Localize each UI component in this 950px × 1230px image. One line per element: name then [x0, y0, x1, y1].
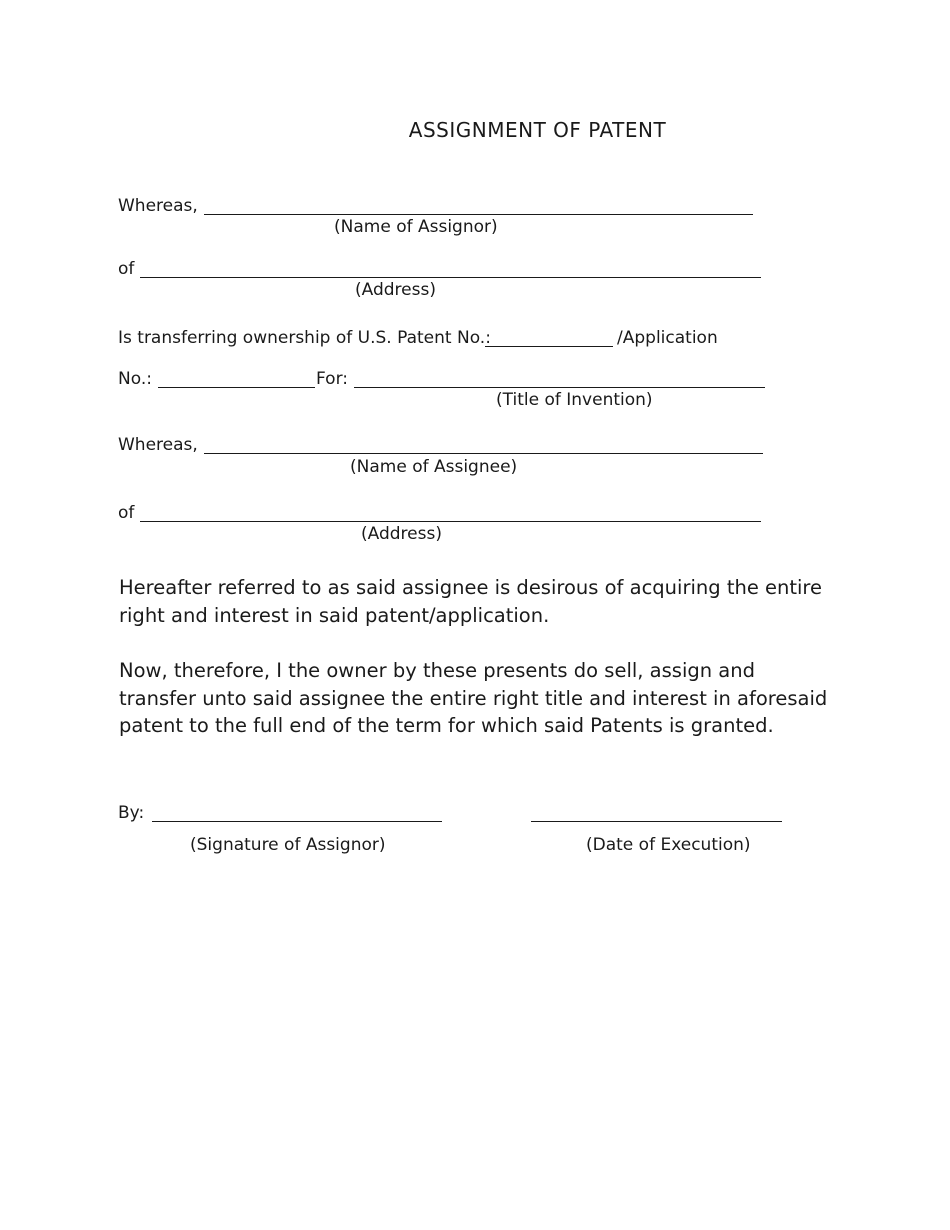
application-number-field[interactable] [158, 387, 315, 388]
assignor-name-caption: (Name of Assignor) [334, 217, 498, 237]
paragraph2-line2: transfer unto said assignee the entire right title and interest in aforesaid [119, 686, 828, 710]
invention-title-caption: (Title of Invention) [496, 390, 653, 410]
paragraph1-line1: Hereafter referred to as said assignee is desirous of acquiring the entire [119, 576, 823, 599]
invention-title-field[interactable] [354, 387, 765, 388]
for-label: For: [316, 369, 348, 389]
signature-caption: (Signature of Assignor) [190, 835, 386, 855]
assignor-address-field[interactable] [140, 277, 761, 278]
assignee-desire-paragraph [119, 574, 859, 629]
assignment-paragraph [119, 657, 859, 740]
patent-transfer-text: Is transferring ownership of U.S. Patent No.: [118, 328, 491, 348]
document-title: ASSIGNMENT OF PATENT [408, 118, 667, 142]
execution-date-caption: (Date of Execution) [586, 835, 751, 855]
assignor-whereas-label: Whereas, [118, 196, 198, 216]
signature-field[interactable] [152, 821, 442, 822]
execution-date-field[interactable] [531, 821, 782, 822]
paragraph2-line3: patent to the full end of the term for which said Patents is granted. [119, 714, 774, 737]
assignor-address-caption: (Address) [355, 280, 436, 300]
assignee-address-field[interactable] [140, 521, 761, 522]
assignee-name-caption: (Name of Assignee) [350, 457, 518, 477]
assignee-of-label: of [118, 503, 135, 523]
by-label: By: [118, 803, 145, 823]
patent-number-field[interactable] [485, 346, 613, 347]
paragraph1-line2: right and interest in said patent/application. [119, 603, 550, 627]
assignee-address-caption: (Address) [361, 524, 442, 544]
application-label: /Application [617, 328, 718, 348]
assignor-name-field[interactable] [204, 214, 753, 215]
paragraph2-line1: Now, therefore, I the owner by these presents do sell, assign and [119, 659, 755, 682]
assignee-name-field[interactable] [204, 453, 763, 454]
application-no-label: No.: [118, 369, 152, 389]
assignee-whereas-label: Whereas, [118, 435, 198, 455]
assignor-of-label: of [118, 259, 135, 279]
